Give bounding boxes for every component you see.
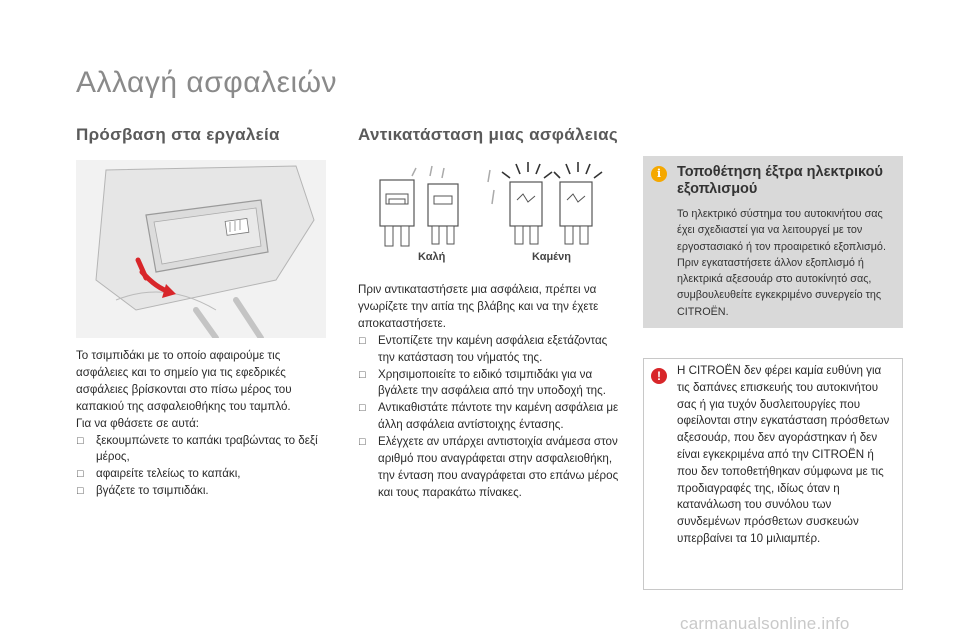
good-fuse-icon: [380, 166, 458, 246]
info-box-text: Το ηλεκτρικό σύστημα του αυτοκινήτου σας έχει σχεδιαστεί για να λειτουργεί με τον εργοστασιακό ή τον προαιρετικό εξοπλισμό. Πριν εγκαταστήσετε άλλον εξοπλισμό ή ηλεκτρικά αξεσουάρ στο αυτοκίνητό σας, συμβουλευθείτε εγκεκριμένο συνεργείο της CITROËN.: [677, 208, 886, 318]
square-bullet-icon: □: [359, 402, 366, 415]
list-item: □ αφαιρείτε τελείως το καπάκι,: [76, 466, 330, 483]
section-heading-fuse-replacement: Αντικατάσταση μιας ασφάλειας: [358, 125, 619, 144]
fuse-label-blown: Καμένη: [532, 251, 571, 263]
fusebox-cover-drawing: [76, 160, 326, 338]
list-item: □ Εντοπίζετε την καμένη ασφάλεια εξετάζοντας την κατάσταση του νήματός της.: [359, 333, 608, 364]
square-bullet-icon: □: [77, 468, 84, 481]
square-bullet-icon: □: [77, 434, 84, 447]
fuse-comparison-illustration: [370, 160, 610, 255]
list-item: □ βγάζετε το τσιμπιδάκι.: [76, 483, 330, 500]
dashboard-fusebox-illustration: [76, 160, 326, 338]
info-icon: i: [651, 166, 667, 182]
fuse-label-good: Καλή: [418, 251, 446, 263]
list-item: □ ξεκουμπώνετε το καπάκι τραβώντας το δεξί μέρος,: [77, 433, 318, 464]
fuse-replacement-paragraph: Πριν αντικαταστήσετε μια ασφάλεια, πρέπει να γνωρίζετε την αιτία της βλάβης και να την έχετε αποκαταστήσετε.: [358, 283, 599, 330]
tool-access-paragraph: Το τσιμπιδάκι με το οποίο αφαιρούμε τις ασφάλειες και το σημείο για τις εφεδρικές ασφάλειες βρίσκονται στο πίσω μέρος του καπακιού της ασφαλειοθήκης του ταμπλό.: [76, 349, 292, 413]
square-bullet-icon: □: [359, 368, 366, 381]
fuse-replacement-steps: [358, 333, 620, 502]
section-heading-tool-access: Πρόσβαση στα εργαλεία: [76, 125, 280, 144]
fuse-replacement-text: [358, 282, 620, 502]
watermark: carmanualsonline.info: [680, 614, 850, 633]
warning-box-text: Η CITROËN δεν φέρει καμία ευθύνη για τις δαπάνες επισκευής του αυτοκινήτου σας ή για τυχόν δυσλειτουργίες που οφείλονται στην εγκατάσταση πρόσθετων αξεσουάρ, που δεν αγοράστηκαν ή δεν είναι εγκεκριμένα από την CITROËN ή που δεν τοποθετήθηκαν σύμφωνα με τις προδιαγραφές της, ιδίως όταν η κατανάλωση του συνόλου των συνδεμένων πρόσθετων συσκευών υπερβαίνει τα 10 μιλιαμπέρ.: [677, 364, 890, 545]
blown-fuse-icon: [488, 162, 602, 244]
square-bullet-icon: □: [359, 334, 366, 347]
tool-access-intro: Για να φθάσετε σε αυτά:: [76, 416, 199, 430]
tool-access-steps: [76, 433, 330, 501]
list-item: □ Ελέγχετε αν υπάρχει αντιστοιχία ανάμεσα στον αριθμό που αναγράφεται στην ασφαλειοθήκη, την ένταση που αναγράφεται στο επάνω μέρος και τους παρακάτω πίνακες.: [359, 435, 619, 499]
square-bullet-icon: □: [359, 436, 366, 449]
tool-access-text: [76, 348, 330, 500]
fuse-drawing: [370, 160, 610, 255]
list-item: □ Χρησιμοποιείτε το ειδικό τσιμπιδάκι για να βγάλετε την ασφάλεια από την υποδοχή της.: [359, 367, 606, 398]
square-bullet-icon: □: [77, 485, 84, 498]
list-item: □ Αντικαθιστάτε πάντοτε την καμένη ασφάλεια με άλλη ασφάλεια αντίστοιχης έντασης.: [359, 401, 619, 432]
warning-icon: !: [651, 368, 667, 384]
page-title: Αλλαγή ασφαλειών: [76, 66, 338, 99]
info-box-title: Τοποθέτηση έξτρα ηλεκτρικού εξοπλισμού: [677, 164, 883, 197]
